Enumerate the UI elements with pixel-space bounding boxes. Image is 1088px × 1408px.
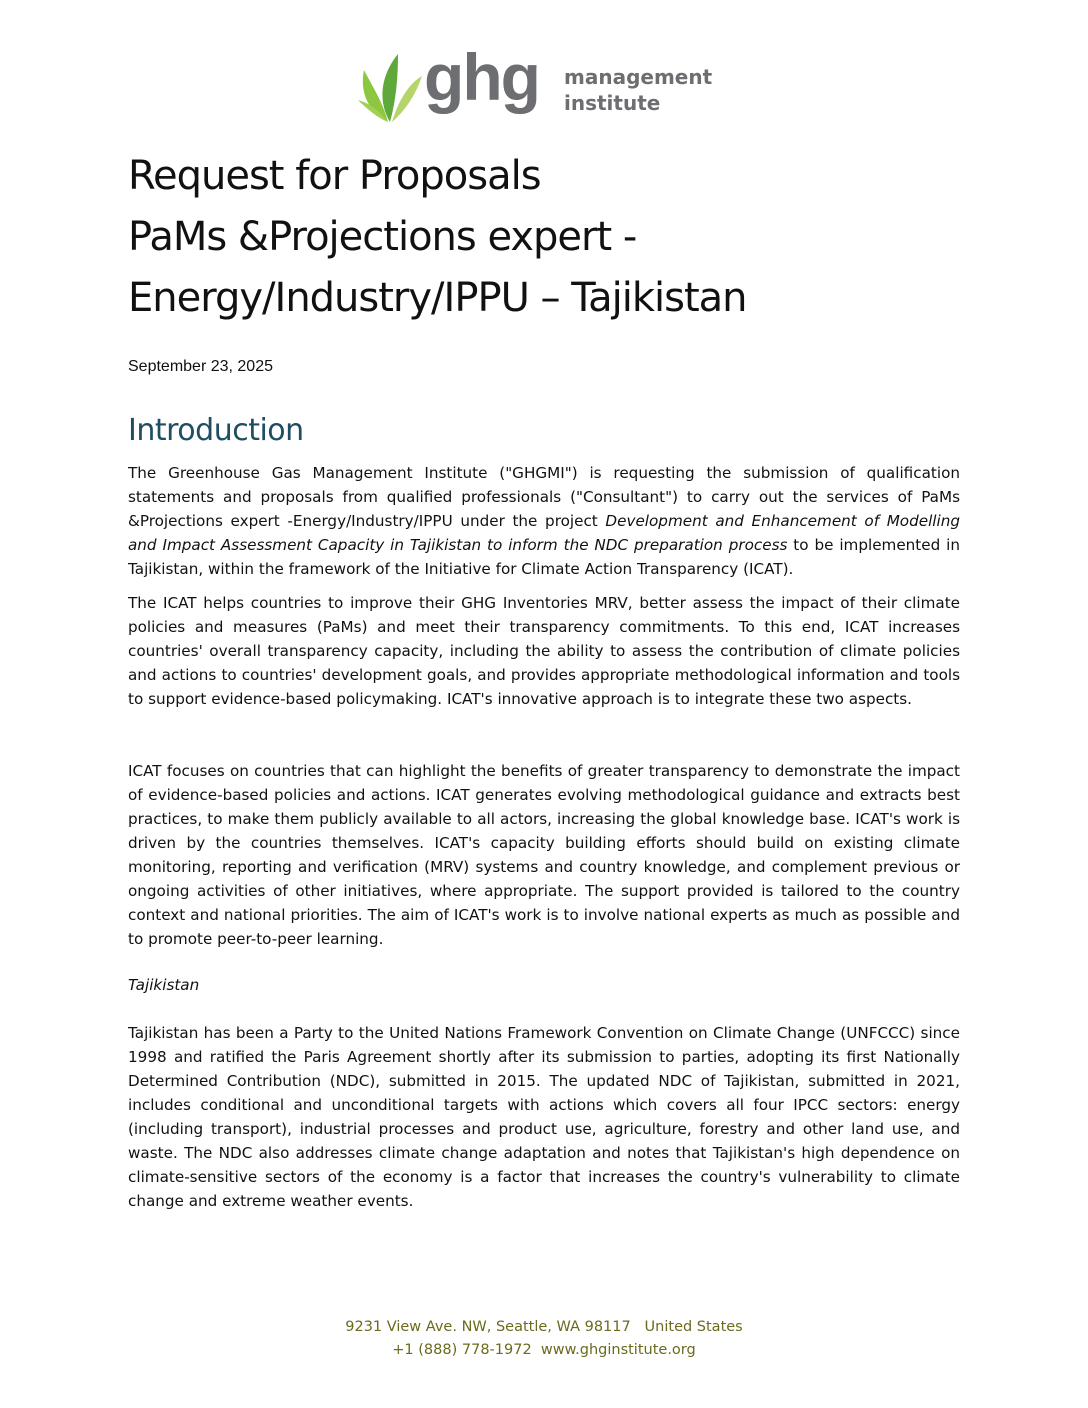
title-line-3: Energy/Industry/IPPU – Tajikistan <box>128 275 747 321</box>
paragraph-intro-part1: The Greenhouse Gas Management Institute ("GHGMI") is requesting the submission of qualification statements and proposals from qualified professionals ("Consultant") to carry out the services of PaMs &Projections expert -Energy/Industry/IPPU under the project <box>128 464 960 530</box>
title-line-2: PaMs &Projections expert - <box>128 214 637 260</box>
project-title-italic: Development and Enhancement of Modelling and Impact Assessment Capacity in Tajikistan to inform the NDC preparation process <box>128 512 960 554</box>
logo-subtitle <box>564 64 712 116</box>
page-footer <box>0 1316 1088 1362</box>
leaf-logo-icon <box>358 52 424 124</box>
document-date: September 23, 2025 <box>128 358 273 375</box>
paragraph-intro-part2: to be implemented in Tajikistan, within the framework of the Initiative for Climate Action Transparency (ICAT). <box>128 536 960 578</box>
logo-line-institute: institute <box>564 91 661 115</box>
paragraph-tajikistan: Tajikistan has been a Party to the United Nations Framework Convention on Climate Change (UNFCCC) since 1998 and ratified the Paris Agreement shortly after its submission to parties, adopting its first Nationally Determined Contribution (NDC), submitted in 2015. The updated NDC of Tajikistan, submitted in 2021, includes conditional and unconditional targets with actions which covers all four IPCC sectors: energy (including transport), industrial processes and product use, agriculture, forestry and other land use, and waste. The NDC also addresses climate change adaptation and notes that Tajikistan's high dependence on climate-sensitive sectors of the economy is a factor that increases the country's vulnerability to climate change and extreme weather events. <box>128 1024 960 1210</box>
logo-ghg-text: ghg <box>424 40 539 114</box>
document-title <box>128 146 988 329</box>
ghgmi-logo <box>358 40 738 130</box>
subheading-tajikistan: Tajikistan <box>128 976 200 994</box>
footer-contact: +1 (888) 778-1972 www.ghginstitute.org <box>392 1342 696 1358</box>
paragraph-icat-focus: ICAT focuses on countries that can highlight the benefits of greater transparency to demonstrate the impact of evidence-based policies and actions. ICAT generates evolving methodological guidance and extracts best practices, to make them publicly available to all actors, increasing the global knowledge base. ICAT's work is driven by the countries themselves. ICAT's capacity building efforts should build on existing climate monitoring, reporting and verification (MRV) systems and country knowledge, and complement previous or ongoing activities of other initiatives, where appropriate. The support provided is tailored to the country context and national priorities. The aim of ICAT's work is to involve national experts as much as possible and to promote peer-to-peer learning. <box>128 762 960 948</box>
title-line-1: Request for Proposals <box>128 153 541 199</box>
logo-line-management: management <box>564 65 713 89</box>
paragraph-intro <box>128 461 960 581</box>
paragraph-icat-overview: The ICAT helps countries to improve their GHG Inventories MRV, better assess the impact of their climate policies and measures (PaMs) and meet their transparency commitments. To this end, ICAT increases countries' overall transparency capacity, including the ability to assess the contribution of climate policies and actions to countries' development goals, and provides appropriate methodological information and tools to support evidence-based policymaking. ICAT's innovative approach is to integrate these two aspects. <box>128 594 960 708</box>
section-heading-introduction: Introduction <box>128 413 304 448</box>
footer-address: 9231 View Ave. NW, Seattle, WA 98117 United States <box>345 1319 743 1335</box>
